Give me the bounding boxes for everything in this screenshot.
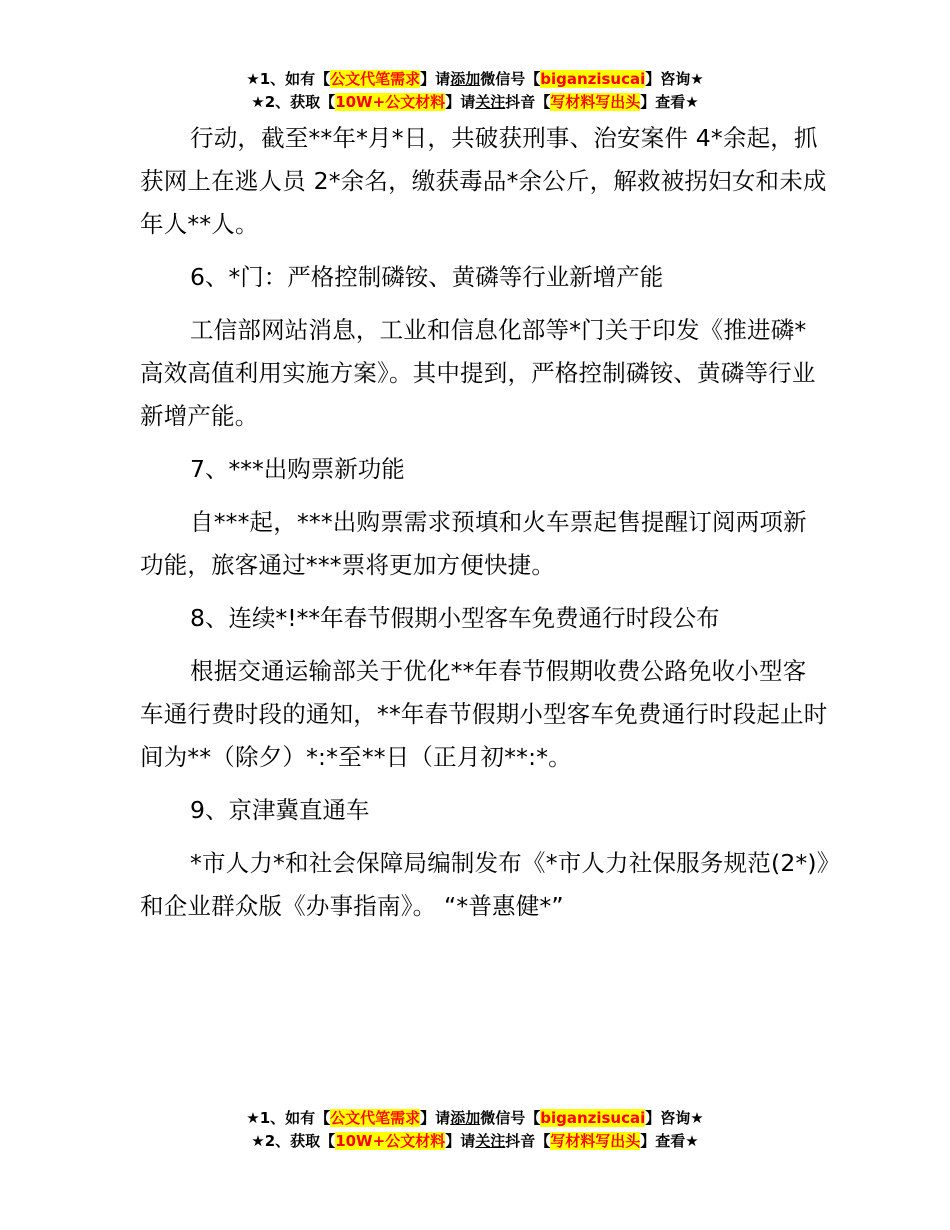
paragraph: 行动，截至**年*月*日，共破获刑事、治安案件 4*余起，抓获网上在逃人员 2*余名，缴获毒品*余公斤，解救被拐妇女和未成年人**人。 <box>140 124 827 238</box>
banner-highlight: 10W+公文材料 <box>335 93 446 111</box>
banner-underline: 关注 <box>475 93 506 111</box>
banner-line-2 <box>0 1130 950 1153</box>
section-heading: 9、京津冀直通车 <box>190 796 370 824</box>
banner-underline: 关注 <box>475 1132 506 1150</box>
banner-highlight: 10W+公文材料 <box>335 1132 446 1150</box>
paragraph: *市人力*和社会保障局编制发布《*市人力社保服务规范(2*)》和企业群众版《办事指南》。 “*普惠健*” <box>140 849 829 920</box>
paragraph: 根据交通运输部关于优化**年春节假期收费公路免收小型客车通行费时段的通知，**年春节假期小型客车免费通行时段起止时间为**（除夕）*:*至**日（正月初**:*。 <box>140 657 828 771</box>
banner-text: 】请 <box>420 70 451 88</box>
banner-text: ★2、获取【 <box>251 1132 336 1150</box>
banner-text: ★1、如有【 <box>246 1109 331 1127</box>
banner-highlight: biganzisucai <box>540 1109 646 1127</box>
paragraph: 工信部网站消息，工业和信息化部等*门关于印发《推进磷*高效高值利用实施方案》。其中提到，严格控制磷铵、黄磷等行业新增产能。 <box>140 316 816 430</box>
header-banner <box>0 68 950 114</box>
banner-text: 】查看★ <box>640 1132 699 1150</box>
section-heading: 7、***出购票新功能 <box>190 455 405 483</box>
document-body <box>140 117 830 938</box>
section-heading: 8、连续*!**年春节假期小型客车免费通行时段公布 <box>190 604 720 632</box>
banner-line-2 <box>0 91 950 114</box>
banner-text: 】请 <box>445 1132 476 1150</box>
section-heading: 6、*门：严格控制磷铵、黄磷等行业新增产能 <box>190 263 664 291</box>
banner-text: 】咨询★ <box>645 70 704 88</box>
banner-text: ★2、获取【 <box>251 93 336 111</box>
banner-underline: 添加 <box>450 70 481 88</box>
banner-line-1 <box>0 68 950 91</box>
banner-text: 抖音【 <box>505 1132 551 1150</box>
banner-text: 微信号【 <box>480 1109 541 1127</box>
banner-text: 微信号【 <box>480 70 541 88</box>
banner-underline: 添加 <box>450 1109 481 1127</box>
banner-line-1 <box>0 1107 950 1130</box>
banner-highlight: 写材料写出头 <box>550 1132 641 1150</box>
banner-text: 】咨询★ <box>645 1109 704 1127</box>
banner-highlight: 公文代笔需求 <box>330 1109 421 1127</box>
footer-banner <box>0 1107 950 1153</box>
banner-text: 】请 <box>445 93 476 111</box>
banner-highlight: 公文代笔需求 <box>330 70 421 88</box>
banner-text: 】请 <box>420 1109 451 1127</box>
banner-highlight: biganzisucai <box>540 70 646 88</box>
banner-text: ★1、如有【 <box>246 70 331 88</box>
paragraph: 自***起，***出购票需求预填和火车票起售提醒订阅两项新功能，旅客通过***票将更加方便快捷。 <box>140 508 807 579</box>
banner-highlight: 写材料写出头 <box>550 93 641 111</box>
banner-text: 抖音【 <box>505 93 551 111</box>
banner-text: 】查看★ <box>640 93 699 111</box>
